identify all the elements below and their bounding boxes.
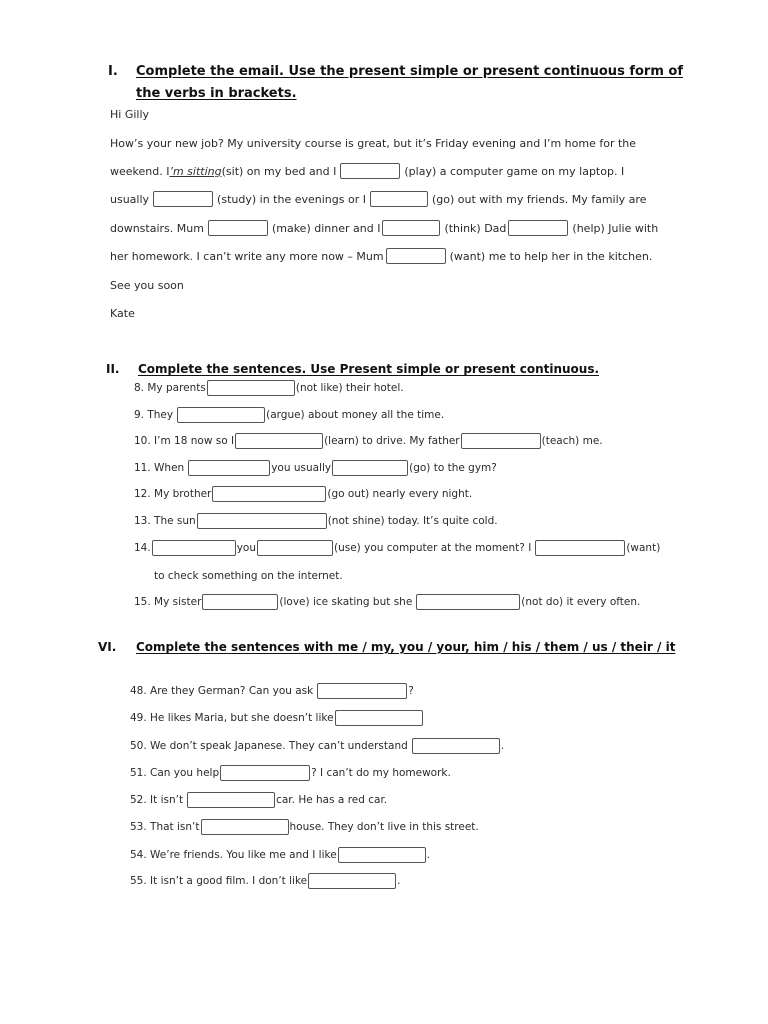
question-52 xyxy=(130,790,387,810)
answer-box[interactable] xyxy=(308,873,396,889)
text: (play) a computer game on my laptop. I xyxy=(404,164,625,178)
question-15 xyxy=(134,592,640,612)
text: her homework. I can’t write any more now – Mum xyxy=(110,249,384,263)
text: (argue) about money all the time. xyxy=(266,409,445,421)
text: usually xyxy=(110,192,150,206)
question-8 xyxy=(134,378,404,398)
answer-box[interactable] xyxy=(187,792,275,808)
text: . xyxy=(426,849,431,861)
answer-box[interactable] xyxy=(508,220,568,236)
answer-box[interactable] xyxy=(201,819,289,835)
answer-box[interactable] xyxy=(212,486,326,502)
question-48 xyxy=(130,681,414,701)
email-greeting: Hi Gilly xyxy=(110,107,150,121)
answer-box[interactable] xyxy=(177,407,265,423)
text: (think) Dad xyxy=(444,221,507,235)
answer-box[interactable] xyxy=(370,191,428,207)
text: (study) in the evenings or I xyxy=(217,192,366,206)
text: 48. Are they German? Can you ask xyxy=(130,685,314,697)
email-line-3 xyxy=(110,189,646,209)
question-14 xyxy=(134,538,660,558)
answer-box[interactable] xyxy=(257,540,333,556)
text: (use) you computer at the moment? I xyxy=(334,542,532,554)
email-line-2 xyxy=(110,161,624,181)
text: (help) Julie with xyxy=(572,221,659,235)
text: (go out) nearly every night. xyxy=(327,488,473,500)
section-6-title: Complete the sentences with me / my, you / your, him / his / them / us / their / it xyxy=(136,640,676,654)
text: 52. It isn’t xyxy=(130,794,184,806)
text: (make) dinner and I xyxy=(271,221,381,235)
question-53 xyxy=(130,817,479,837)
answer-box[interactable] xyxy=(188,460,270,476)
answer-box[interactable] xyxy=(197,513,327,529)
question-10 xyxy=(134,431,603,451)
text: (teach) me. xyxy=(541,435,603,447)
text: (want) xyxy=(626,542,661,554)
question-55 xyxy=(130,871,400,891)
text: you xyxy=(236,542,256,554)
text: downstairs. Mum xyxy=(110,221,204,235)
answer-box[interactable] xyxy=(207,380,295,396)
text: . xyxy=(397,875,401,887)
answer-box[interactable] xyxy=(338,847,426,863)
text: car. He has a red car. xyxy=(276,794,388,806)
text: 50. We don’t speak Japanese. They can’t understand xyxy=(130,740,408,752)
text: (go) to the gym? xyxy=(409,462,497,474)
text: 14. xyxy=(134,542,151,554)
question-14-continuation: to check something on the internet. xyxy=(154,570,343,582)
question-54 xyxy=(130,845,430,865)
text: (learn) to drive. My father xyxy=(324,435,460,447)
question-11 xyxy=(134,458,497,478)
answer-box[interactable] xyxy=(208,220,268,236)
text: 12. My brother xyxy=(134,488,212,500)
answer-box[interactable] xyxy=(412,738,500,754)
answer-box[interactable] xyxy=(335,710,423,726)
text: (not do) it every often. xyxy=(521,596,641,608)
text: (love) ice skating but she xyxy=(279,596,413,608)
answer-box[interactable] xyxy=(340,163,400,179)
text: 15. My sister xyxy=(134,596,202,608)
text: (go) out with my friends. My family are xyxy=(431,192,647,206)
text: (sit) on my bed and I xyxy=(221,164,337,178)
text: 10. I’m 18 now so I xyxy=(134,435,235,447)
section-6-number: VI. xyxy=(98,640,117,654)
section-1-title: Complete the email. Use the present simple or present continuous form of the verbs in brackets. xyxy=(136,64,683,101)
text: 11. When xyxy=(134,462,185,474)
answer-box[interactable] xyxy=(202,594,278,610)
text: (not shine) today. It’s quite cold. xyxy=(327,515,498,527)
text: . xyxy=(500,740,505,752)
text: (want) me to help her in the kitchen. xyxy=(449,249,653,263)
question-9 xyxy=(134,405,444,425)
email-signature: Kate xyxy=(110,306,135,320)
answer-box[interactable] xyxy=(416,594,520,610)
text: 54. We’re friends. You like me and I like xyxy=(130,849,337,861)
section-2-number: II. xyxy=(106,362,120,376)
section-1-number: I. xyxy=(108,64,118,79)
answer-box[interactable] xyxy=(535,540,625,556)
answer-box[interactable] xyxy=(461,433,541,449)
text: ? I can’t do my homework. xyxy=(311,767,451,779)
question-49 xyxy=(130,708,424,728)
text: 13. The sun xyxy=(134,515,196,527)
text: house. They don’t live in this street. xyxy=(289,821,479,833)
section-2-title: Complete the sentences. Use Present simple or present continuous. xyxy=(138,362,600,376)
answer-box[interactable] xyxy=(235,433,323,449)
text: 55. It isn’t a good film. I don’t like xyxy=(130,875,308,887)
text: 53. That isn’t xyxy=(130,821,200,833)
text: 8. My parents xyxy=(134,382,206,394)
question-51 xyxy=(130,763,451,783)
text: weekend. I xyxy=(110,164,170,178)
question-13 xyxy=(134,511,498,531)
example-answer: ’m sitting xyxy=(169,164,222,178)
question-12 xyxy=(134,484,472,504)
answer-box[interactable] xyxy=(382,220,440,236)
email-line-1: How’s your new job? My university course is great, but it’s Friday evening and I’m home for the xyxy=(110,136,637,150)
answer-box[interactable] xyxy=(386,248,446,264)
answer-box[interactable] xyxy=(220,765,310,781)
question-50 xyxy=(130,736,504,756)
answer-box[interactable] xyxy=(332,460,408,476)
text: ? xyxy=(408,685,414,697)
text: 51. Can you help xyxy=(130,767,220,779)
text: 49. He likes Maria, but she doesn’t like xyxy=(130,712,334,724)
email-line-5 xyxy=(110,246,652,266)
text: you usually xyxy=(271,462,332,474)
email-closing: See you soon xyxy=(110,278,184,292)
answer-box[interactable] xyxy=(152,540,236,556)
answer-box[interactable] xyxy=(317,683,407,699)
email-line-4 xyxy=(110,218,658,238)
answer-box[interactable] xyxy=(153,191,213,207)
text: (not like) their hotel. xyxy=(295,382,404,394)
text: 9. They xyxy=(134,409,174,421)
